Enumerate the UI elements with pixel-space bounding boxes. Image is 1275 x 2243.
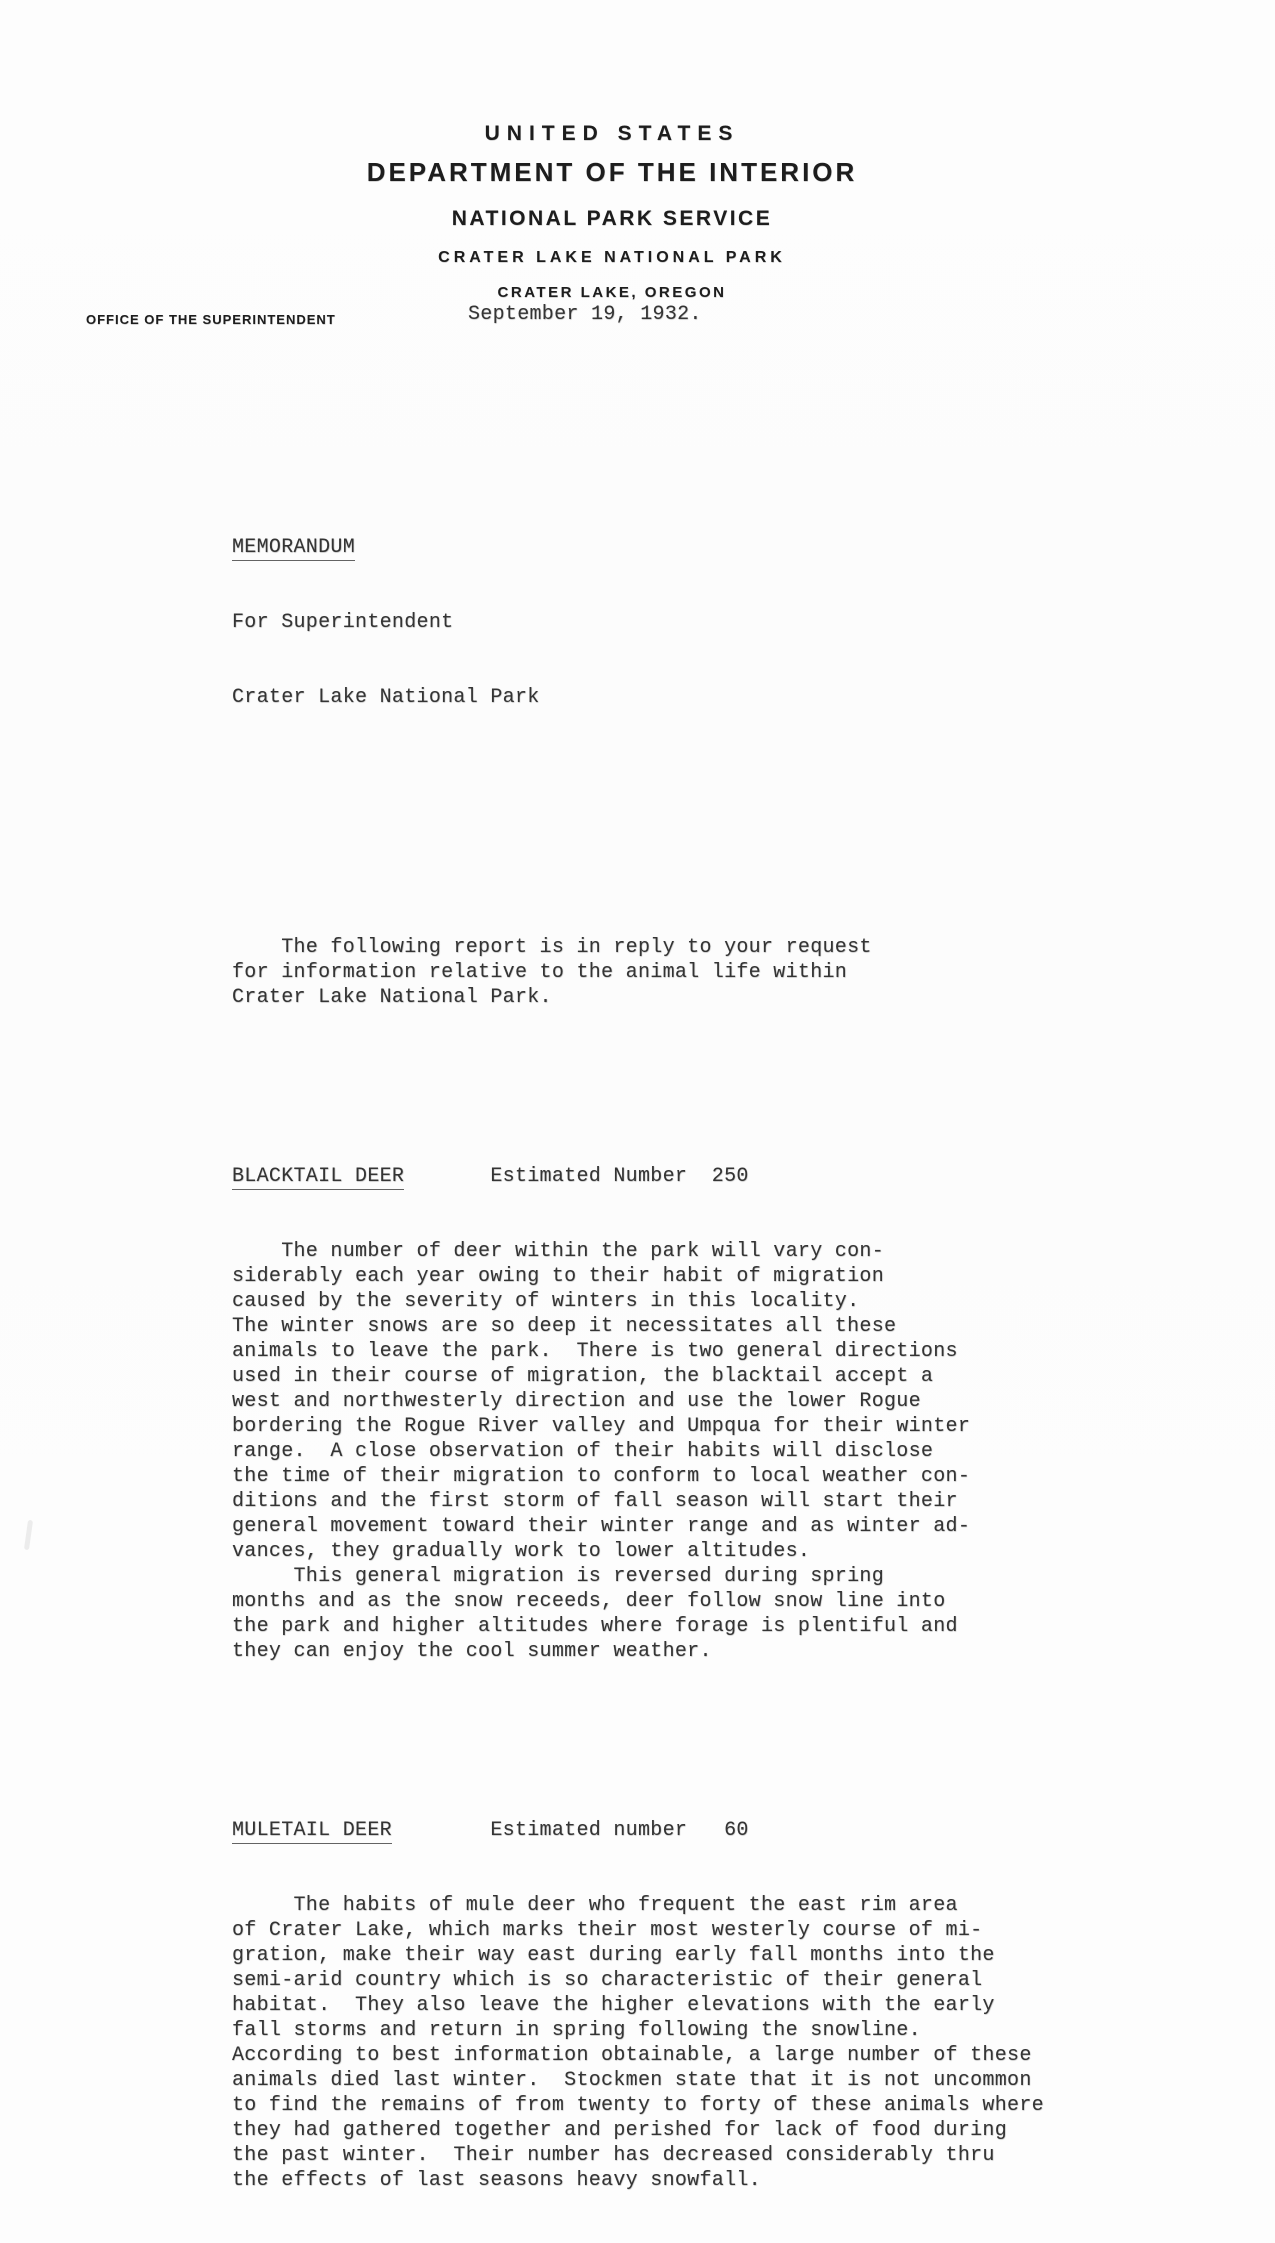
- typed-line: they can enjoy the cool summer weather.: [232, 1640, 712, 1663]
- typed-line: the past winter. Their number has decreased considerably thru: [232, 2144, 995, 2167]
- typed-line: According to best information obtainable, a large number of these: [232, 2044, 1032, 2067]
- typed-line: of Crater Lake, which marks their most westerly course of mi-: [232, 1919, 983, 1942]
- typed-line: Crater Lake National Park.: [232, 986, 552, 1009]
- section-heading-muletail: [232, 1818, 1044, 1843]
- typed-line: caused by the severity of winters in this locality.: [232, 1290, 860, 1313]
- typed-line: for information relative to the animal life within: [232, 961, 848, 984]
- section-estimate: Estimated Number 250: [404, 1165, 749, 1188]
- letterhead-park-name: CRATER LAKE NATIONAL PARK: [438, 249, 786, 266]
- section-title: BLACKTAIL DEER: [232, 1165, 405, 1188]
- memo-org-line: Crater Lake National Park: [232, 686, 540, 709]
- typed-line: ditions and the first storm of fall season will start their: [232, 1490, 958, 1513]
- section-estimate: Estimated number 60: [391, 1819, 749, 1842]
- typed-line: west and northwesterly direction and use the lower Rogue: [232, 1390, 921, 1413]
- memo-heading: [232, 535, 1044, 560]
- memo-body: [232, 485, 1044, 2243]
- memo-for-line: For Superintendent: [232, 611, 454, 634]
- typed-line: siderably each year owing to their habit of migration: [232, 1265, 885, 1288]
- typed-line: the time of their migration to conform to local weather con-: [232, 1465, 971, 1488]
- typed-line: animals died last winter. Stockmen state that it is not uncommon: [232, 2069, 1032, 2092]
- typed-line: general movement toward their winter range and as winter ad-: [232, 1515, 971, 1538]
- letterhead-park-service: NATIONAL PARK SERVICE: [451, 207, 773, 230]
- typed-line: used in their course of migration, the blacktail accept a: [232, 1365, 934, 1388]
- letterhead-department: DEPARTMENT OF THE INTERIOR: [366, 157, 858, 187]
- intro-paragraph: [232, 935, 1044, 1010]
- date-line: September 19, 1932.: [468, 303, 702, 326]
- typed-line: the effects of last seasons heavy snowfall.: [232, 2169, 761, 2192]
- letterhead-united-states: UNITED STATES: [484, 122, 740, 145]
- typed-line: gration, make their way east during early fall months into the: [232, 1944, 995, 1967]
- typed-line: The number of deer within the park will vary con-: [232, 1240, 885, 1263]
- typed-line: The winter snows are so deep it necessitates all these: [232, 1315, 897, 1338]
- blank-line: [232, 760, 1044, 785]
- typed-line: The habits of mule deer who frequent the east rim area: [232, 1894, 958, 1917]
- blank-line: [232, 1060, 1044, 1085]
- typed-line: the park and higher altitudes where forage is plentiful and: [232, 1615, 958, 1638]
- letterhead-location: CRATER LAKE, OREGON: [497, 284, 727, 301]
- memo-heading-text: MEMORANDUM: [232, 536, 356, 559]
- section-paragraph-blacktail: [232, 1239, 1044, 1664]
- typed-line: bordering the Rogue River valley and Umpqua for their winter: [232, 1415, 971, 1438]
- typed-line: fall storms and return in spring following the snowline.: [232, 2019, 921, 2042]
- typed-line: vances, they gradually work to lower altitudes.: [232, 1540, 811, 1563]
- typed-line: they had gathered together and perished for lack of food during: [232, 2119, 1008, 2142]
- section-title: MULETAIL DEER: [232, 1819, 392, 1842]
- scan-artifact: [24, 1520, 33, 1550]
- section-heading-blacktail: [232, 1164, 1044, 1189]
- typed-line: months and as the snow receeds, deer follow snow line into: [232, 1590, 946, 1613]
- office-of-superintendent-line: OFFICE OF THE SUPERINTENDENT: [86, 312, 336, 327]
- typed-line: habitat. They also leave the higher elevations with the early: [232, 1994, 995, 2017]
- typed-line: animals to leave the park. There is two general directions: [232, 1340, 958, 1363]
- typed-line: This general migration is reversed during spring: [232, 1565, 885, 1588]
- typed-line: to find the remains of from twenty to forty of these animals where: [232, 2094, 1044, 2117]
- typed-line: semi-arid country which is so characteristic of their general: [232, 1969, 983, 1992]
- section-paragraph-muletail: [232, 1893, 1044, 2193]
- typed-line: The following report is in reply to your request: [232, 936, 872, 959]
- blank-line: [232, 1714, 1044, 1739]
- typed-line: range. A close observation of their habits will disclose: [232, 1440, 934, 1463]
- blank-line: [232, 835, 1044, 860]
